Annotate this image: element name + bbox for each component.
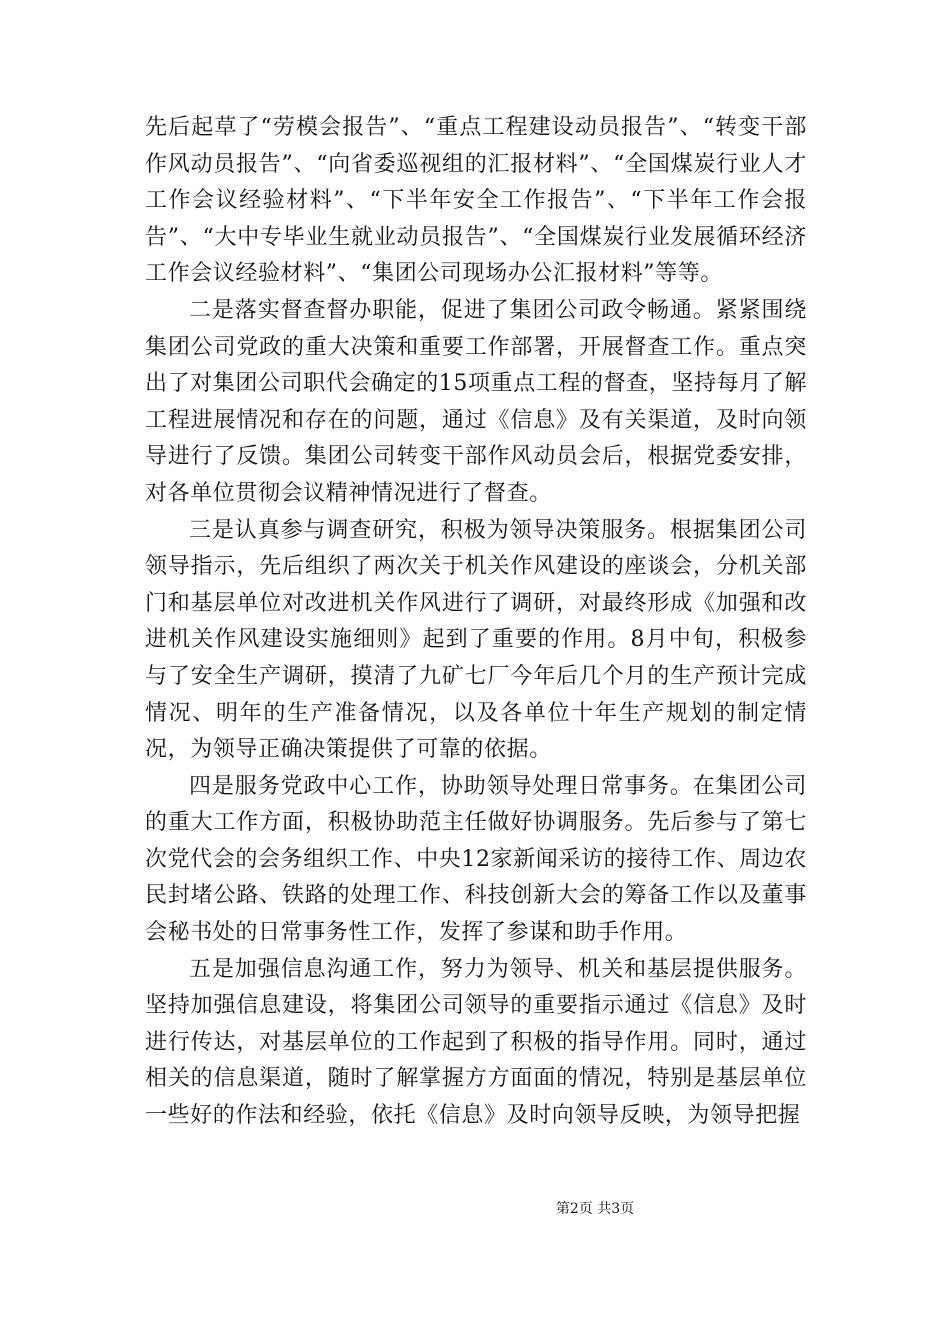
paragraph-5: 五是加强信息沟通工作，努力为领导、机关和基层提供服务。坚持加强信息建设，将集团公司领导的重要指示通过《信息》及时进行传达，对基层单位的工作起到了积极的指导作用。同时，通过相关的信息渠道，随时了解掌握方方面面的情况，特别是基层单位一些好的作法和经验，依托《信息》及时向领导反映，为领导把握 — [145, 956, 807, 1129]
document-body — [145, 110, 807, 1135]
paragraph-3: 三是认真参与调查研究，积极为领导决策服务。根据集团公司领导指示，先后组织了两次关于机关作风建设的座谈会，分机关部门和基层单位对改进机关作风进行了调研，对最终形成《加强和改进机关作风建设实施细则》起到了重要的作用。8月中旬，积极参与了安全生产调研，摸清了九矿七厂今年后几个月的生产预计完成情况、明年的生产准备情况，以及各单位十年生产规划的制定情况，为领导正确决策提供了可靠的依据。 — [145, 517, 807, 763]
paragraph-4: 四是服务党政中心工作，协助领导处理日常事务。在集团公司的重大工作方面，积极协助范主任做好协调服务。先后参与了第七次党代会的会务组织工作、中央12家新闻采访的接待工作、周边农民封堵公路、铁路的处理工作、科技创新大会的筹备工作以及董事会秘书处的日常事务性工作，发挥了参谋和助手作用。 — [145, 773, 807, 946]
page-number-footer: 第2页 共3页 — [555, 1201, 635, 1217]
paragraph-1: 先后起草了“劳模会报告”、“重点工程建设动员报告”、“转变干部作风动员报告”、“向省委巡视组的汇报材料”、“全国煤炭行业人才工作会议经验材料”、“下半年安全工作报告”、“下半年工作会报告”、“大中专毕业生就业动员报告”、“全国煤炭行业发展循环经济工作会议经验材料”、“集团公司现场办公汇报材料”等等。 — [145, 115, 807, 287]
paragraph-2: 二是落实督查督办职能，促进了集团公司政令畅通。紧紧围绕集团公司党政的重大决策和重要工作部署，开展督查工作。重点突出了对集团公司职代会确定的15项重点工程的督查，坚持每月了解工程进展情况和存在的问题，通过《信息》及有关渠道，及时向领导进行了反馈。集团公司转变干部作风动员会后，根据党委安排，对各单位贯彻会议精神情况进行了督查。 — [145, 297, 807, 506]
